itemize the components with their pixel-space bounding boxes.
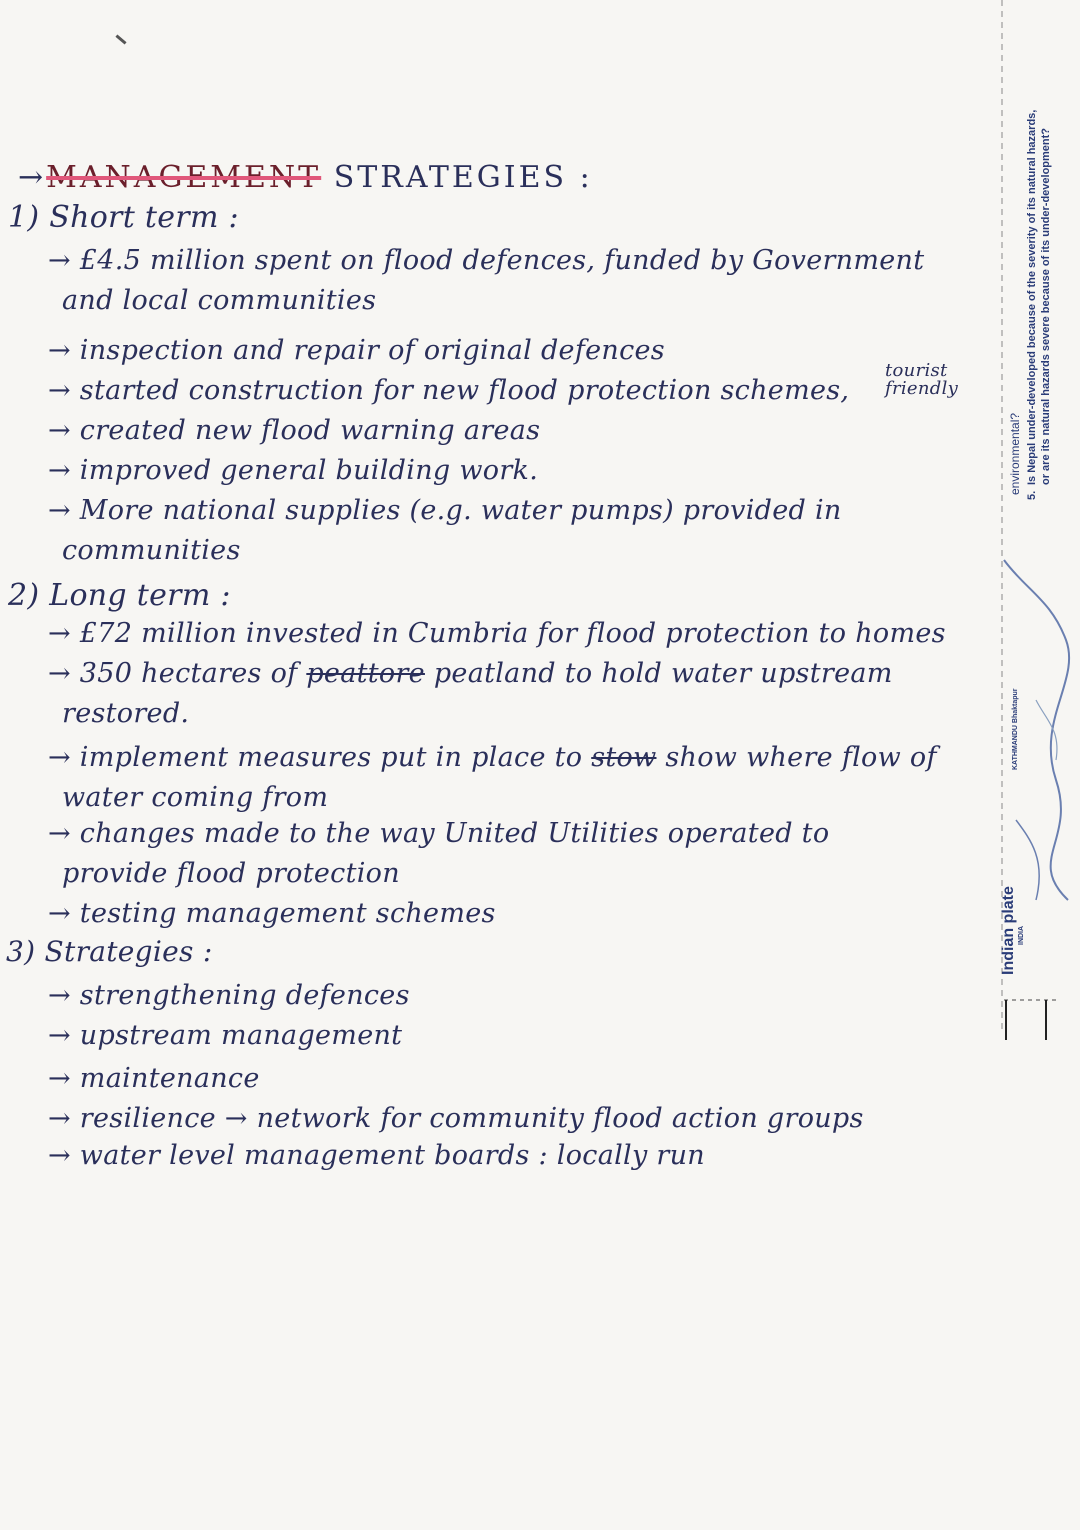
short-term-item-6: → More national supplies (e.g. water pumps) provided in <box>48 495 842 526</box>
short-term-item-2: → inspection and repair of original defences <box>48 335 665 366</box>
long-term-item-3-a: → implement measures put in place to <box>48 742 583 773</box>
strategy-item: → water level management boards : locally run <box>48 1140 705 1171</box>
question-line-1: Is Nepal under-developed because of the severity of its natural hazards, <box>1026 109 1038 485</box>
plate-sub-label: INDIA <box>1018 925 1025 945</box>
short-term-item-5: → improved general building work. <box>48 455 539 486</box>
map-fragment <box>996 0 1080 1530</box>
long-term-item-2 <box>48 658 893 689</box>
strategy-item: → upstream management <box>48 1020 403 1051</box>
question-line-2: or are its natural hazards severe because of its under-development? <box>1040 127 1052 485</box>
strategy-item: → maintenance <box>48 1063 260 1094</box>
page-heading <box>18 160 593 195</box>
long-term-item-3c: water coming from <box>62 782 329 813</box>
long-term-item-2c: restored. <box>62 698 190 729</box>
heading-rest: STRATEGIES : <box>321 160 593 195</box>
long-term-item-4: → changes made to the way United Utilities operated to <box>48 818 830 849</box>
long-term-item-2-a: → 350 hectares of <box>48 658 298 689</box>
long-term-title: 2) Long term : <box>8 578 231 613</box>
pen-mark <box>115 34 126 44</box>
short-term-item-1b: and local communities <box>62 285 377 316</box>
long-term-item-4b: provide flood protection <box>62 858 400 889</box>
heading-highlight: MANAGEMENT <box>46 160 322 195</box>
long-term-item-3-strike: stow <box>591 742 657 773</box>
plate-label: Indian plate <box>1000 886 1017 975</box>
long-term-item-2-strike: peattore <box>306 658 425 689</box>
strategy-item: → resilience → network for community flood action groups <box>48 1103 864 1134</box>
strategies-title: 3) Strategies : <box>6 935 213 968</box>
city-label: KATHMANDU Bhaktapur <box>1012 688 1019 770</box>
short-term-item-3-note: tourist friendly <box>885 360 959 399</box>
short-term-item-4: → created new flood warning areas <box>48 415 541 446</box>
strategy-item: → strengthening defences <box>48 980 410 1011</box>
short-term-item-3: → started construction for new flood protection schemes, <box>48 375 850 406</box>
short-term-item-6b: communities <box>62 535 241 566</box>
worksheet-side-strip <box>996 0 1080 1530</box>
heading-arrow: → <box>18 160 47 195</box>
long-term-item-5: → testing management schemes <box>48 898 496 929</box>
long-term-item-1: → £72 million invested in Cumbria for flood protection to homes <box>48 618 946 649</box>
long-term-item-2-b: peatland to hold water upstream <box>433 658 893 689</box>
q-number: 5. <box>1026 490 1038 500</box>
short-term-item-1: → £4.5 million spent on flood defences, funded by Government <box>48 245 925 276</box>
long-term-item-3-b: show where flow of <box>665 742 937 773</box>
short-term-title: 1) Short term : <box>8 200 239 235</box>
long-term-item-3 <box>48 742 937 773</box>
env-label: environmental? <box>1008 412 1022 495</box>
